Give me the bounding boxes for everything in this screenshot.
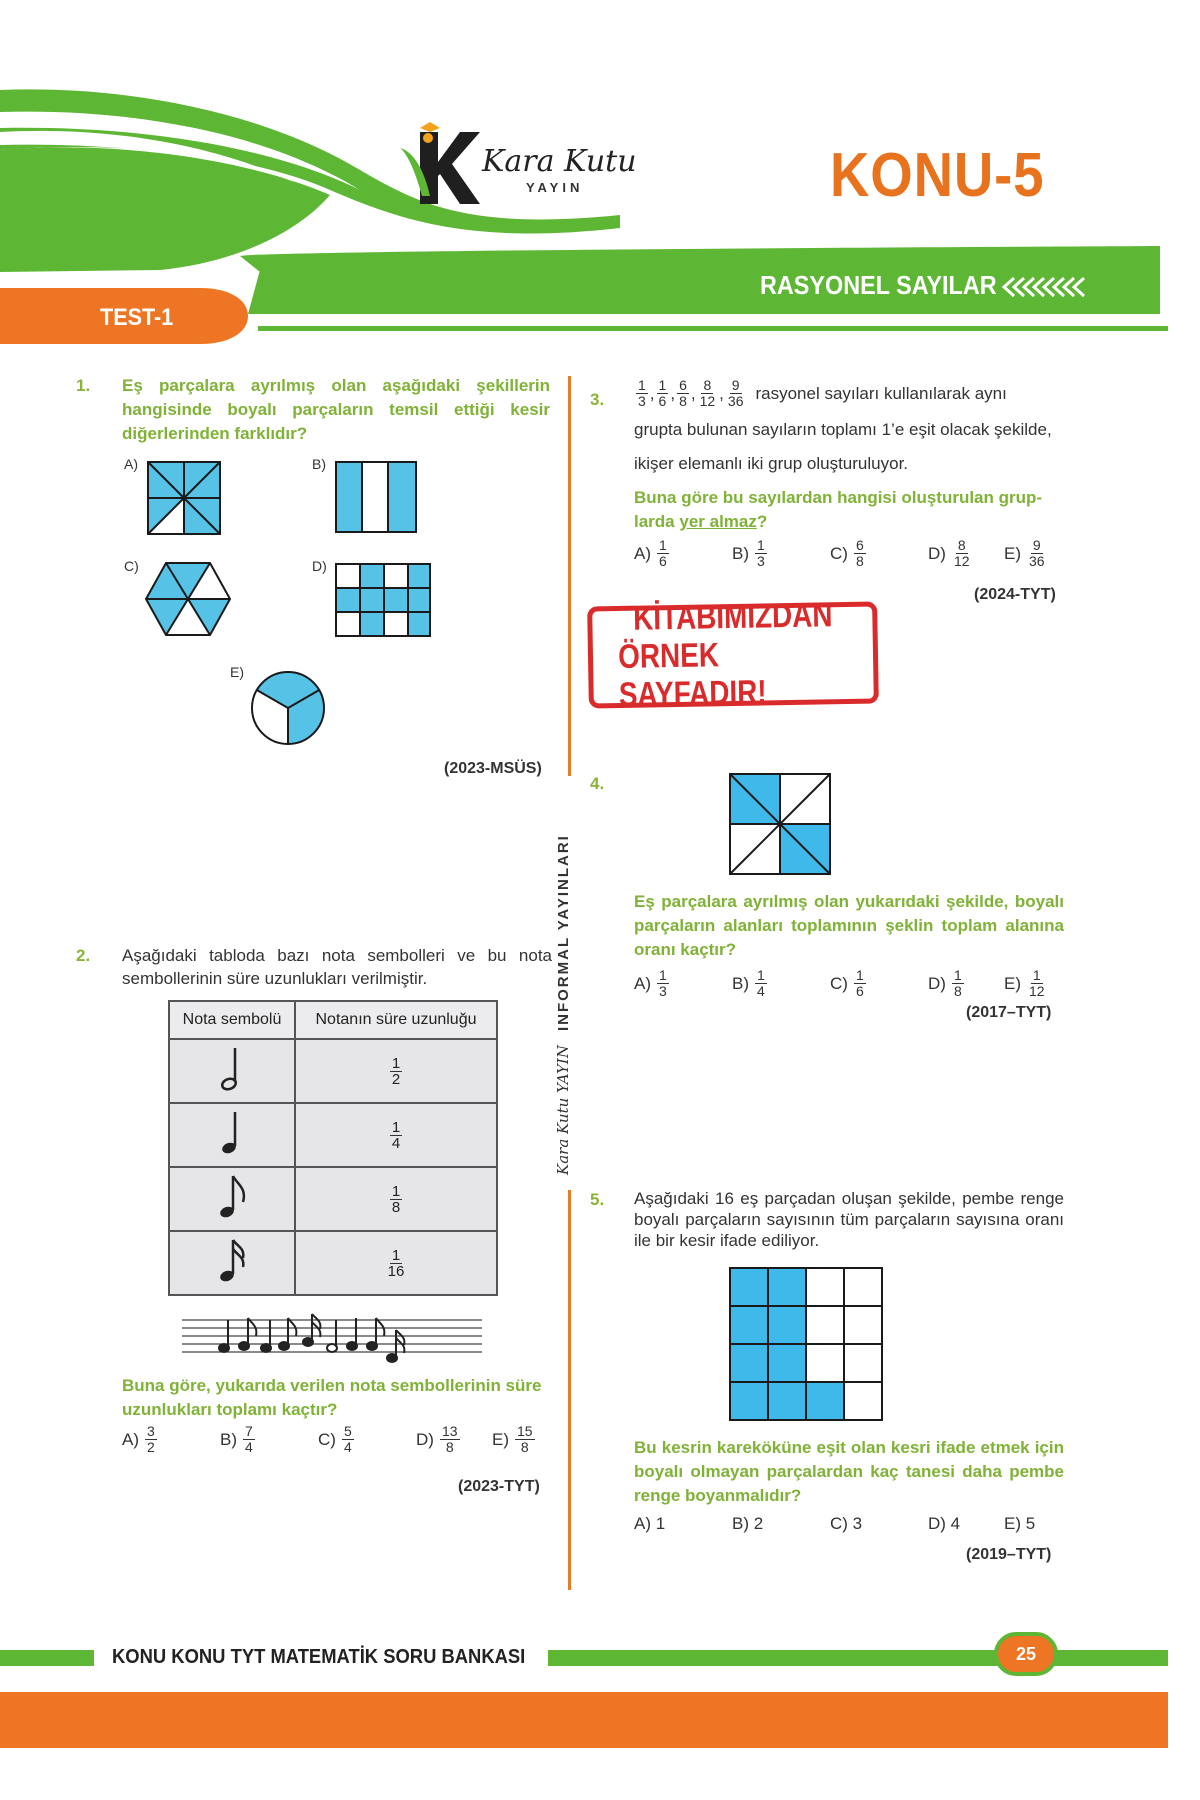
sixteenth-note-icon xyxy=(215,1236,249,1286)
q2-option-d[interactable]: D) $\frac{13}{8}$ xyxy=(416,1423,458,1455)
q1-figure-b xyxy=(334,460,418,534)
side-publisher: INFORMAL YAYINLARI xyxy=(554,834,572,1032)
q3-fraction-line: $\frac{1}{3}$ , $\frac{1}{6}$ , $\frac{6}{8}$ , $\frac{8}{12}$ , $\frac{9}{36}$ rasyonel sayıları kullanılarak aynı xyxy=(638,377,1007,409)
q3-text-3: ikişer elemanlı iki grup oluşturuluyor. xyxy=(634,454,909,473)
q5-option-b[interactable]: B) 2 xyxy=(732,1514,764,1533)
page-number: 25 xyxy=(1015,1643,1037,1664)
table-header-duration: Notanın süre uzunluğu xyxy=(295,1001,497,1039)
duration-denominator: 8 xyxy=(391,1198,401,1216)
q1-figure-a xyxy=(146,460,222,536)
footer-bar-left xyxy=(0,1650,94,1666)
duration-denominator: 16 xyxy=(387,1262,405,1280)
q3-options xyxy=(634,538,1064,582)
q2-option-a[interactable]: A) $\frac{3}{2}$ xyxy=(122,1423,155,1455)
music-staff xyxy=(182,1310,482,1366)
q5-option-d[interactable]: D) 4 xyxy=(928,1514,961,1533)
q4-number: 4. xyxy=(590,774,605,793)
table-row xyxy=(169,1039,497,1103)
footer-title: KONU KONU TYT MATEMATİK SORU BANKASI xyxy=(112,1646,526,1668)
q3-option-a[interactable]: A) $\frac{1}{6}$ xyxy=(634,537,667,569)
q5-question: Bu kesrin kareköküne eşit olan kesri ifade etmek için boyalı olmayan parçalardan kaç tanesi daha pembe renge boyanmalıdır? xyxy=(634,1438,1064,1505)
table-row xyxy=(169,1103,497,1167)
q2-option-b[interactable]: B) $\frac{7}{4}$ xyxy=(220,1423,253,1455)
table-header-symbol: Nota sembolü xyxy=(169,1001,295,1039)
stamp-line-2: ÖRNEK SAYFADIR! xyxy=(617,636,767,714)
q4-option-c[interactable]: C) $\frac{1}{6}$ xyxy=(830,967,864,999)
stamp-line-1: KİTABIMIZDAN xyxy=(632,596,833,638)
footer-bar-right xyxy=(548,1650,1168,1666)
q4-option-e[interactable]: E) $\frac{1}{12}$ xyxy=(1004,967,1045,999)
brand-sub: YAYIN xyxy=(526,180,584,195)
q1-figure-c xyxy=(144,560,232,638)
quarter-note-icon xyxy=(217,1108,247,1158)
q4-option-a[interactable]: A) $\frac{1}{3}$ xyxy=(634,967,667,999)
q5-option-e[interactable]: E) 5 xyxy=(1004,1514,1036,1533)
q4-question: Eş parçalara ayrılmış olan yukarıdaki şekilde, boyalı parçaların alanları toplamının şeklin toplam alanına oranı kaçtır? xyxy=(634,892,1064,959)
q3-option-e[interactable]: E) $\frac{9}{36}$ xyxy=(1004,537,1045,569)
q1-label-e: E) xyxy=(230,664,244,680)
eighth-note-icon xyxy=(215,1172,249,1222)
q5-source: (2019–TYT) xyxy=(966,1546,1052,1563)
k-logo-icon xyxy=(398,118,488,208)
q2-option-e[interactable]: E) $\frac{15}{8}$ xyxy=(492,1423,533,1455)
q3-option-d[interactable]: D) $\frac{8}{12}$ xyxy=(928,537,970,569)
q2-question: Buna göre, yukarıda verilen nota sembollerinin süre uzunlukları toplamı kaçtır? xyxy=(122,1376,542,1419)
q1-figure-d xyxy=(334,562,432,638)
q5-text: Aşağıdaki 16 eş parçadan oluşan şekilde, pembe renge boyalı parçaların sayısının tüm parçaların sayısına oranı ile bir kesir ifade ediliyor. xyxy=(634,1189,1064,1250)
q4-option-b[interactable]: B) $\frac{1}{4}$ xyxy=(732,967,765,999)
q3-source: (2024-TYT) xyxy=(974,586,1056,603)
q3-question-emphasis: yer almaz xyxy=(679,512,757,531)
duration-numerator: 1 xyxy=(391,1182,401,1200)
q2-source: (2023-TYT) xyxy=(458,1478,540,1495)
q5-grid-figure xyxy=(728,1266,884,1422)
side-brand: Kara Kutu YAYIN xyxy=(554,1045,572,1175)
q1-source: (2023-MSÜS) xyxy=(444,760,542,777)
column-divider-top xyxy=(568,376,571,776)
duration-numerator: 1 xyxy=(391,1118,401,1136)
q5-number: 5. xyxy=(590,1190,605,1209)
q1-number: 1. xyxy=(76,376,91,395)
side-vertical-label xyxy=(554,834,584,1575)
q5-option-a[interactable]: A) 1 xyxy=(634,1514,666,1533)
sample-page-stamp xyxy=(587,596,879,714)
nota-table xyxy=(168,1000,498,1296)
q4-figure xyxy=(728,772,832,876)
duration-numerator: 1 xyxy=(391,1246,401,1264)
topic-title: KONU-5 xyxy=(830,141,1045,210)
table-row xyxy=(169,1231,497,1295)
brand-name: Kara Kutu xyxy=(482,144,637,179)
q3-text-2: grupta bulunan sayıların toplamı 1’e eşit olacak şekilde, xyxy=(634,420,1052,439)
q3-number: 3. xyxy=(590,390,605,409)
duration-denominator: 2 xyxy=(391,1070,401,1088)
q2-number: 2. xyxy=(76,946,91,965)
section-title: RASYONEL SAYILAR xyxy=(760,270,997,300)
q1-label-b: B) xyxy=(312,456,326,472)
footer-orange-band xyxy=(0,1692,1168,1748)
q1-label-c: C) xyxy=(124,558,139,574)
page-number-badge xyxy=(994,1632,1058,1676)
q1-text: Eş parçalara ayrılmış olan aşağıdaki şekillerin hangisinde boyalı parçaların temsil ettiği kesir diğerlerinden farklıdır? xyxy=(122,376,550,443)
q3-question: Buna göre bu sayılardan hangisi oluşturulan grup- larda yer almaz? xyxy=(634,488,1043,531)
half-note-icon xyxy=(217,1044,247,1094)
q2-option-c[interactable]: C) $\frac{5}{4}$ xyxy=(318,1423,352,1455)
chevrons-icon xyxy=(1000,276,1090,298)
duration-denominator: 4 xyxy=(391,1134,401,1152)
q5-option-c[interactable]: C) 3 xyxy=(830,1514,863,1533)
duration-numerator: 1 xyxy=(391,1054,401,1072)
q3-option-c[interactable]: C) $\frac{6}{8}$ xyxy=(830,537,864,569)
q5-options xyxy=(634,1514,1064,1538)
q2-text: Aşağıdaki tabloda bazı nota sembolleri ve bu nota sembollerinin süre uzunlukları verilmiştir. xyxy=(122,946,552,988)
q1-label-d: D) xyxy=(312,558,327,574)
q1-label-a: A) xyxy=(124,456,138,472)
q4-source: (2017–TYT) xyxy=(966,1004,1052,1021)
q3-option-b[interactable]: B) $\frac{1}{3}$ xyxy=(732,537,765,569)
q3-text-1: rasyonel sayıları kullanılarak aynı xyxy=(755,384,1007,403)
q2-options xyxy=(122,1424,552,1468)
q4-option-d[interactable]: D) $\frac{1}{8}$ xyxy=(928,967,962,999)
brand-logo xyxy=(398,118,638,208)
q1-figure-e xyxy=(248,668,328,748)
test-label: TEST-1 xyxy=(100,304,174,331)
table-row xyxy=(169,1167,497,1231)
